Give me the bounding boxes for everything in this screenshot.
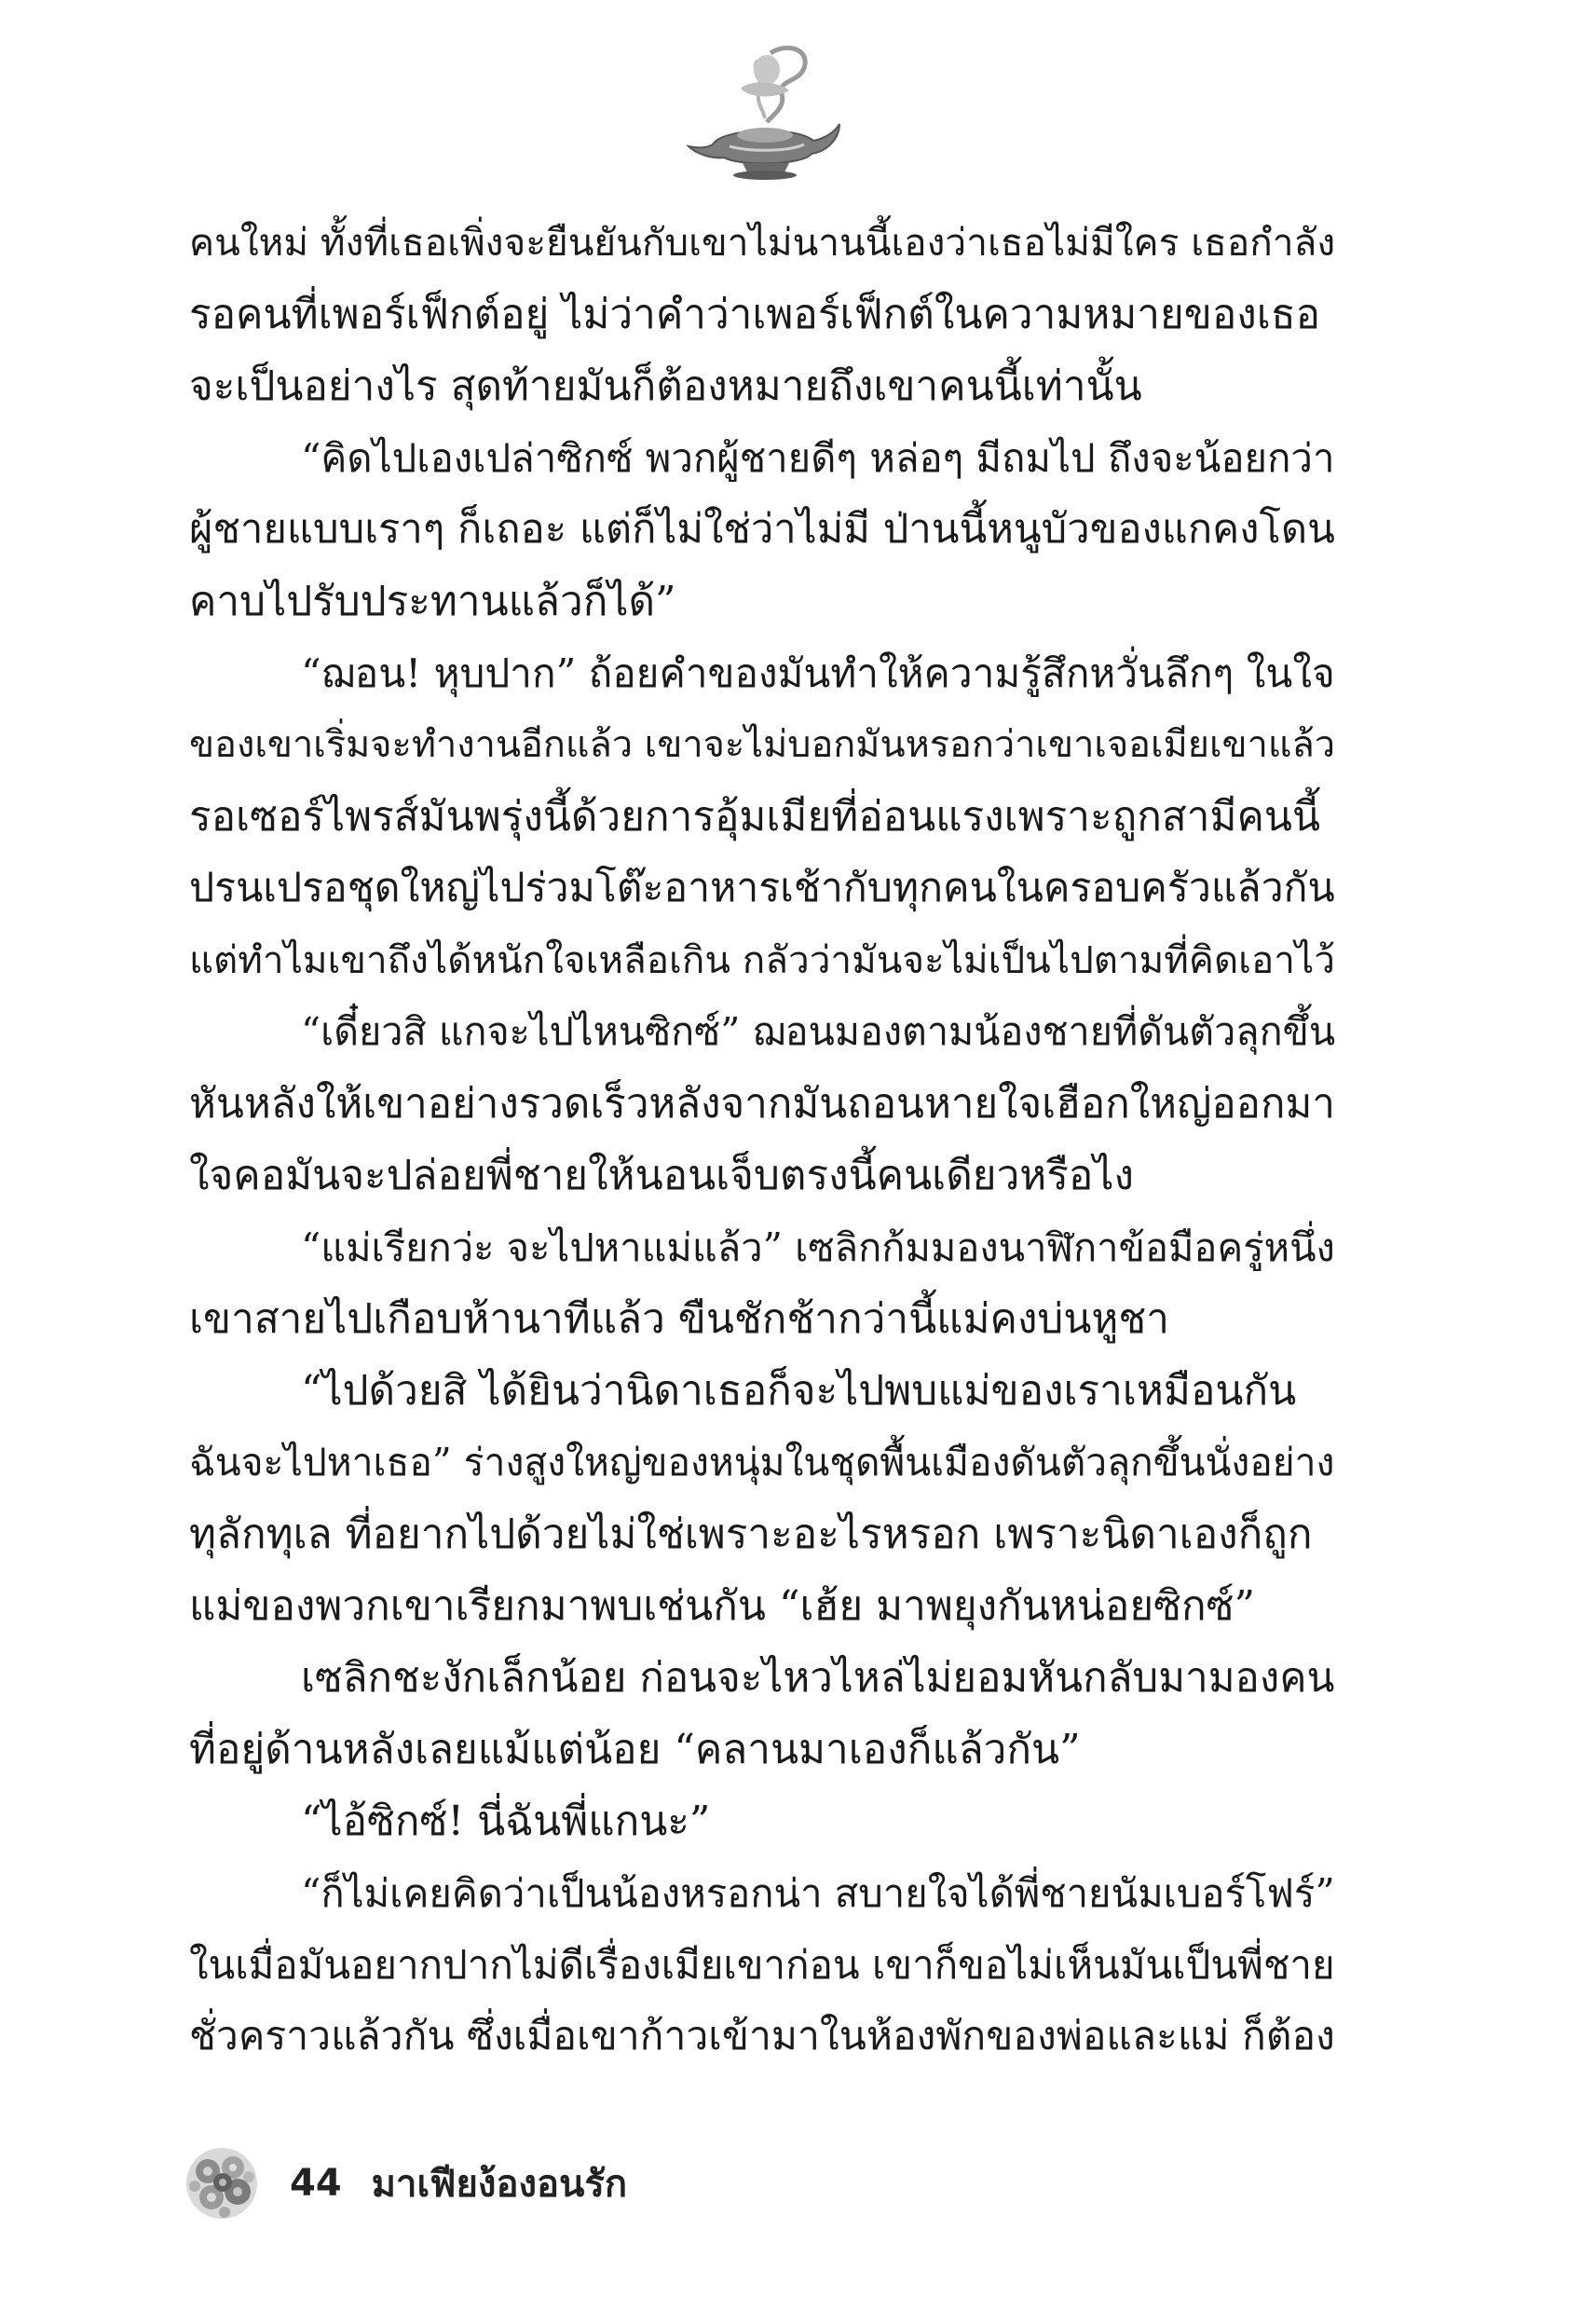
page-footer [182, 2141, 627, 2225]
paragraph-start-line: “ฌอน! หุบปาก” ถ้อยคำของมันทำให้ความรู้สึกหวั่นลึกๆ ในใจ [301, 650, 1335, 696]
text-line: คนใหม่ ทั้งที่เธอเพิ่งจะยืนยันกับเขาไม่นานนี้เองว่าเธอไม่มีใคร เธอกำลัง [189, 220, 1336, 265]
paragraph-start-line: “ก็ไม่เคยคิดว่าเป็นน้องหรอกน่า สบายใจได้พี่ชายนัมเบอร์โฟร์” [301, 1870, 1335, 1916]
text-line: จะเป็นอย่างไร สุดท้ายมันก็ต้องหมายถึงเขาคนนี้เท่านั้น [189, 362, 1142, 410]
text-line: ที่อยู่ด้านหลังเลยแม้แต่น้อย “คลานมาเองก็แล้วกัน” [189, 1726, 1081, 1773]
flower-bouquet-icon [182, 2143, 262, 2223]
paragraph-start-line: เซลิกชะงักเล็กน้อย ก่อนจะไหวไหล่ไม่ยอมหันกลับมามองคน [301, 1654, 1335, 1702]
text-line: ผู้ชายแบบเราๆ ก็เถอะ แต่ก็ไม่ใช่ว่าไม่มี ป่านนี้หนูบัวของแกคงโดน [189, 506, 1335, 553]
text-line: รอคนที่เพอร์เฟ็กต์อยู่ ไม่ว่าคำว่าเพอร์เฟ็กต์ในความหมายของเธอ [189, 291, 1321, 338]
paragraph-start-line: “ไปด้วยสิ ได้ยินว่านิดาเธอก็จะไปพบแม่ของเราเหมือนกัน [301, 1367, 1297, 1415]
paragraph-start-line: “แม่เรียกว่ะ จะไปหาแม่แล้ว” เซลิกก้มมองนาฬิกาข้อมือครู่หนึ่ง [301, 1224, 1335, 1270]
page-number: 44 [290, 2162, 342, 2205]
text-line: แม่ของพวกเขาเรียกมาพบเช่นกัน “เฮ้ย มาพยุงกันหน่อยซิกซ์” [189, 1582, 1255, 1630]
book-title: มาเฟียง้องอนรัก [371, 2163, 628, 2206]
text-line: ในเมื่อมันอยากปากไม่ดีเรื่องเมียเขาก่อน เขาก็ขอไม่เห็นมันเป็นพี่ชาย [189, 1942, 1335, 1988]
text-line: ฉันจะไปหาเธอ” ร่างสูงใหญ่ของหนุ่มในชุดพื้นเมืองดันตัวลุกขึ้นนั่งอย่าง [189, 1440, 1335, 1484]
text-line: ชั่วคราวแล้วกัน ซึ่งเมื่อเขาก้าวเข้ามาในห้องพักของพ่อและแม่ ก็ต้อง [189, 2013, 1335, 2059]
paragraph-start-line: “เดี๋ยวสิ แกจะไปไหนซิกซ์” ฌอนมองตามน้องชายที่ดันตัวลุกขึ้น [301, 1009, 1336, 1054]
genie-lamp-icon [685, 42, 843, 182]
text-line: ทุลักทุเล ที่อยากไปด้วยไม่ใช่เพราะอะไรหรอก เพราะนิดาเองก็ถูก [189, 1511, 1313, 1558]
text-line: เขาสายไปเกือบห้านาทีแล้ว ขืนชักช้ากว่านี้แม่คงบ่นหูชา [189, 1295, 1170, 1343]
text-line: รอเซอร์ไพรส์มันพรุ่งนี้ด้วยการอุ้มเมียที่อ่อนแรงเพราะถูกสามีคนนี้ [189, 793, 1321, 841]
paragraph-start-line: “คิดไปเองเปล่าซิกซ์ พวกผู้ชายดีๆ หล่อๆ มีถมไป ถึงจะน้อยกว่า [301, 435, 1335, 481]
text-line: ปรนเปรอชุดใหญ่ไปร่วมโต๊ะอาหารเช้ากับทุกคนในครอบครัวแล้วกัน [189, 865, 1335, 911]
text-line: ของเขาเริ่มจะทำงานอีกแล้ว เขาจะไม่บอกมันหรอกว่าเขาเจอเมียเขาแล้ว [189, 723, 1336, 766]
text-line: คาบไปรับประทานแล้วก็ได้” [189, 578, 676, 625]
paragraph-start-line: “ไอ้ซิกซ์! นี่ฉันพี่แกนะ” [301, 1798, 711, 1845]
body-text [189, 207, 1335, 2072]
text-line: หันหลังให้เขาอย่างรวดเร็วหลังจากมันถอนหายใจเฮือกใหญ่ออกมา [189, 1080, 1335, 1128]
text-line: แต่ทำไมเขาถึงได้หนักใจเหลือเกิน กลัวว่ามันจะไม่เป็นไปตามที่คิดเอาไว้ [189, 937, 1335, 982]
text-line: ใจคอมันจะปล่อยพี่ชายให้นอนเจ็บตรงนี้คนเดียวหรือไง [189, 1152, 1134, 1199]
